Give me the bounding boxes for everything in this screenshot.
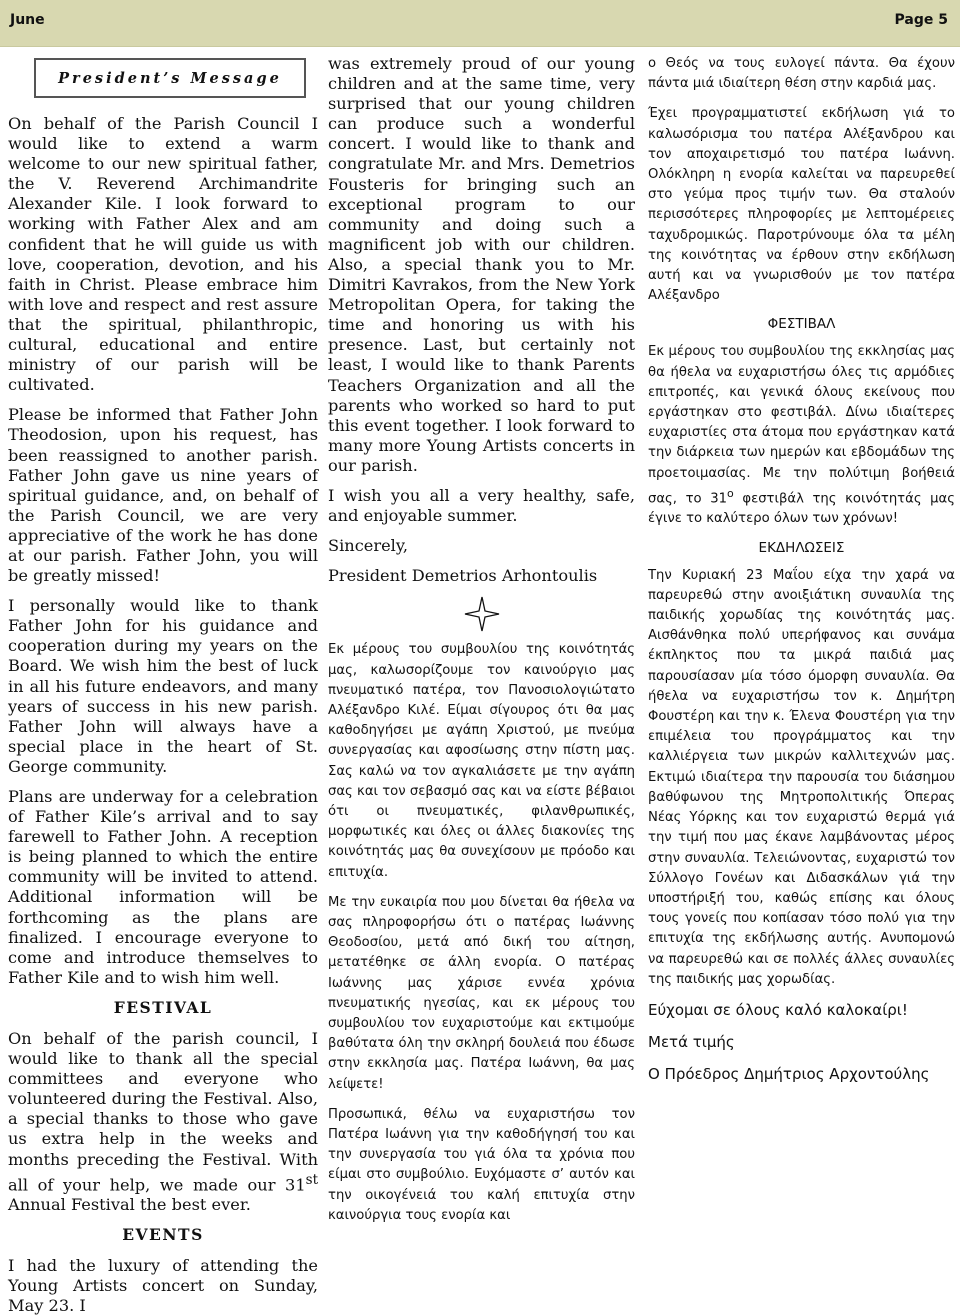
events-heading: EVENTS <box>122 1225 204 1245</box>
festival-text-end: Annual Festival the best ever. <box>8 1195 251 1215</box>
greek-paragraph: Προσωπικά, θέλω να ευχαριστήσω τον Πατέρα Ιωάννη για την καθοδήγησή του και την συνεργασία του γιά όλα τα χρόνια που είμαι στο συμβούλιο. Ευχόμαστε σ’ αυτόν και την οικογένειά του καλή επιτυχία στην καινούργια τους ενορία και <box>328 1106 635 1223</box>
header-month: June <box>10 12 45 28</box>
header-page-number: Page 5 <box>894 12 948 28</box>
greek-paragraph: Με την ευκαιρία που μου δίνεται θα ήθελα να σας πληροφορήσω ότι ο πατέρας Ιωάννης Θεοδοσίου, μετά από δική του αίτηση, μετατέθηκε σε άλλη ενορία. Ο πατέρας Ιωάννης μας χάρισε εννέα χρόνια πνευματικής ηγεσίας, και εκ μέρους του συμβουλίου τον ευχαριστούμε και εκτιμούμε βαθύτατα όλη την σκληρή δουλειά που έδωσε στην εκκλησία μας. Πατέρα Ιωάννη, θα μας λείψετε! <box>328 894 635 1092</box>
greek-events-paragraph: Την Κυριακή 23 Μαΐου είχα την χαρά να παρευρεθώ στην ανοιξιάτικη συναυλία της παιδικής χορωδίας της κοινότητάς μας. Αισθάνθηκα πολύ υπερήφανος και συνάμα έκπληκτος που τα μικρά παιδιά μας παρουσίασαν μία τόσο όμορφη συναυλία. Θα ήθελα να ευχαριστήσω τον κ. Δημήτρη Φουστέρη και την κ. Έλενα Φουστέρη για την επιμέλεια του προγράμματος και την καλλιέργεια των μικρών καλλιτεχνών μας. Εκτιμώ ιδιαίτερα την παρουσία του διάσημου βαθύφωνου της Μητροπολιτικής Όπερας Νέας Υόρκης και τον ευχαριστώ θερμά γιά την τιμή που μας έκανε λαμβάνοντας μέρος στην συναυλία. Τελειώνοντας, ευχαριστώ τον Σύλλογο Γονέων και Διδασκάλων γιά την υποστήριξή του, καθώς επίσης και όλους τους γονείς που κοπίασαν τόσο πολύ για την επιτυχία της εκδήλωσης αυτής. Ανυπομονώ να παρευρεθώ και σε πολλές άλλες συναυλίες της παιδικής μας χορωδίας. <box>648 567 955 987</box>
festival-heading: FESTIVAL <box>113 997 213 1017</box>
greek-festival-heading: ΦΕΣΤΙΒΑΛ <box>767 316 836 333</box>
greek-wishes: Εύχομαι σε όλους καλό καλοκαίρι! <box>648 1000 908 1019</box>
middle-column <box>328 54 635 1234</box>
greek-paragraph: ο Θεός να τους ευλογεί πάντα. Θα έχουν πάντα μιά ιδιαίτερη θέση στην καρδιά μας. <box>648 56 955 92</box>
paragraph: I wish you all a very healthy, safe, and enjoyable summer. <box>328 485 635 526</box>
festival-paragraph <box>8 1029 318 1215</box>
greek-festival-text: Εκ μέρους του συμβουλίου της εκκλησίας μας θα ήθελα να ευχαριστήσω όλες τις αρμόδιες επιτροπές, και γενικά όλους εκείνους που εργάστηκαν στο φεστιβάλ. Δίνω ιδιαίτερες ευχαριστίες στα άτομα που εργάστηκαν κατά την διάρκεια των ημερών και εβδομάδων της προετοιμασίας. Με την πολύτιμη βοήθειά σας, το 31 <box>648 344 955 507</box>
greek-paragraph: Έχει προγραμματιστεί εκδήλωση γιά το καλωσόρισμα του πατέρα Αλέξανδρου και τον αποχαιρετισμό του πατέρα Ιωάννη. Ολόκληρη η ενορία καλείται να παρευρεθεί στο γεύμα προς τιμήν των. Θα σταλούν περισσότερες πληροφορίες με λεπτομέρειες ταχυδρομικώς. Παροτρύνουμε όλα τα μέλη της κοινότητας να έρθουν στην εκδήλωση αυτή και να γνωρισθούν με τον πατέρα Αλέξανδρο <box>648 106 955 304</box>
paragraph: Plans are underway for a celebration of Father Kile’s arrival and to say farewell to Father John. A reception is being planned to which the entire community will be invited to attend. Additional information will be forthcoming as the plans are finalized. I encourage everyone to come and introduce themselves to Father Kile and to wish him well. <box>8 787 318 987</box>
paragraph: was extremely proud of our young children and at the same time, very surprised that our young children can produce such a wonderful concert. I would like to thank and congratulate Mr. and Mrs. Demetrios Fousteris for bringing such an exceptional program to our community and doing such a magnificent job with our children. Also, a special thank you to Mr. Dimitri Kavrakos, from the New York Metropolitan Opera, for taking the time and honoring us with his presence. Last, but certainly not least, I would like to thank Parents Teachers Organization and all the parents who worked so hard to put this event together. I look forward to many more Young Artists concerts in our parish. <box>328 54 635 475</box>
signature: President Demetrios Arhontoulis <box>328 566 598 586</box>
festival-text: On behalf of the parish council, I would like to thank all the special committees and everyone who volunteered during the Festival. Also, a special thanks to those who gave us extra help in the weeks and months preceding the Festival. With all of your help, we made our 31 <box>8 1028 318 1194</box>
greek-festival-paragraph <box>648 342 955 529</box>
greek-festival-text-end: φεστιβάλ της κοινότητάς μας έγινε το καλύτερο όλων των χρόνων! <box>648 491 955 527</box>
page-header <box>0 0 960 47</box>
right-column <box>648 54 955 1234</box>
paragraph: I personally would like to thank Father John for his guidance and cooperation during my years on the Board. We wish him the best of luck in all his future endeavors, and many years of success in his new parish. Father John will always have a special place in the heart of St. George community. <box>8 596 318 776</box>
ordinal-suffix: ο <box>727 486 734 500</box>
greek-closing: Μετά τιμής <box>648 1032 735 1051</box>
paragraph: On behalf of the Parish Council I would like to extend a warm welcome to our new spiritual father, the V. Reverend Archimandrite Alexander Kile. I look forward to working with Father Alex and am confident that he will guide us with love, cooperation, devotion, and his faith in Christ. Please embrace him with love and respect and rest assure that the spiritual, philanthropic, cultural, educational and entire ministry of our parish will be cultivated. <box>8 114 318 395</box>
events-paragraph: I had the luxury of attending the Young Artists concert on Sunday, May 23. I <box>8 1256 318 1316</box>
presidents-message-title: President’s Message <box>34 58 306 98</box>
ordinal-suffix: st <box>305 1171 318 1188</box>
paragraph: Please be informed that Father John Theodosion, upon his request, has been reassigned to another parish. Father John gave us nine years of spiritual guidance, and, on behalf of the Parish Council, we are very appreciative of the work he has done at our parish. Father John, you will be greatly missed! <box>8 405 318 586</box>
greek-paragraph: Εκ μέρους του συμβουλίου της κοινότητάς μας, καλωσορίζουμε τον καινούργιο μας πνευματικό πατέρα, τον Πανοσιολογιώτατο Αλέξανδρο Κιλέ. Είμαι σίγουρος ότι θα μας καθοδηγήσει με αγάπη Χριστού, με πνεύμα συνεργασίας και αφοσίωσης στην πίστη μας. Σας καλώ να τον αγκαλιάσετε με την αγάπη σας και τον σεβασμό σας και να είστε βέβαιοι ότι οι πνευματικές, φιλανθρωπικές, μορφωτικές και όλες οι άλλες διακονίες της κοινότητάς μας θα συνεχίσουν με πρόοδο και επιτυχία. <box>328 642 635 880</box>
greek-signature: Ο Πρόεδρος Δημήτριος Αρχοντούλης <box>648 1064 930 1083</box>
left-column <box>8 54 318 1316</box>
closing-salutation: Sincerely, <box>328 536 408 556</box>
star-divider-icon <box>464 596 500 632</box>
greek-events-heading: ΕΚΔΗΛΩΣΕΙΣ <box>758 539 845 556</box>
